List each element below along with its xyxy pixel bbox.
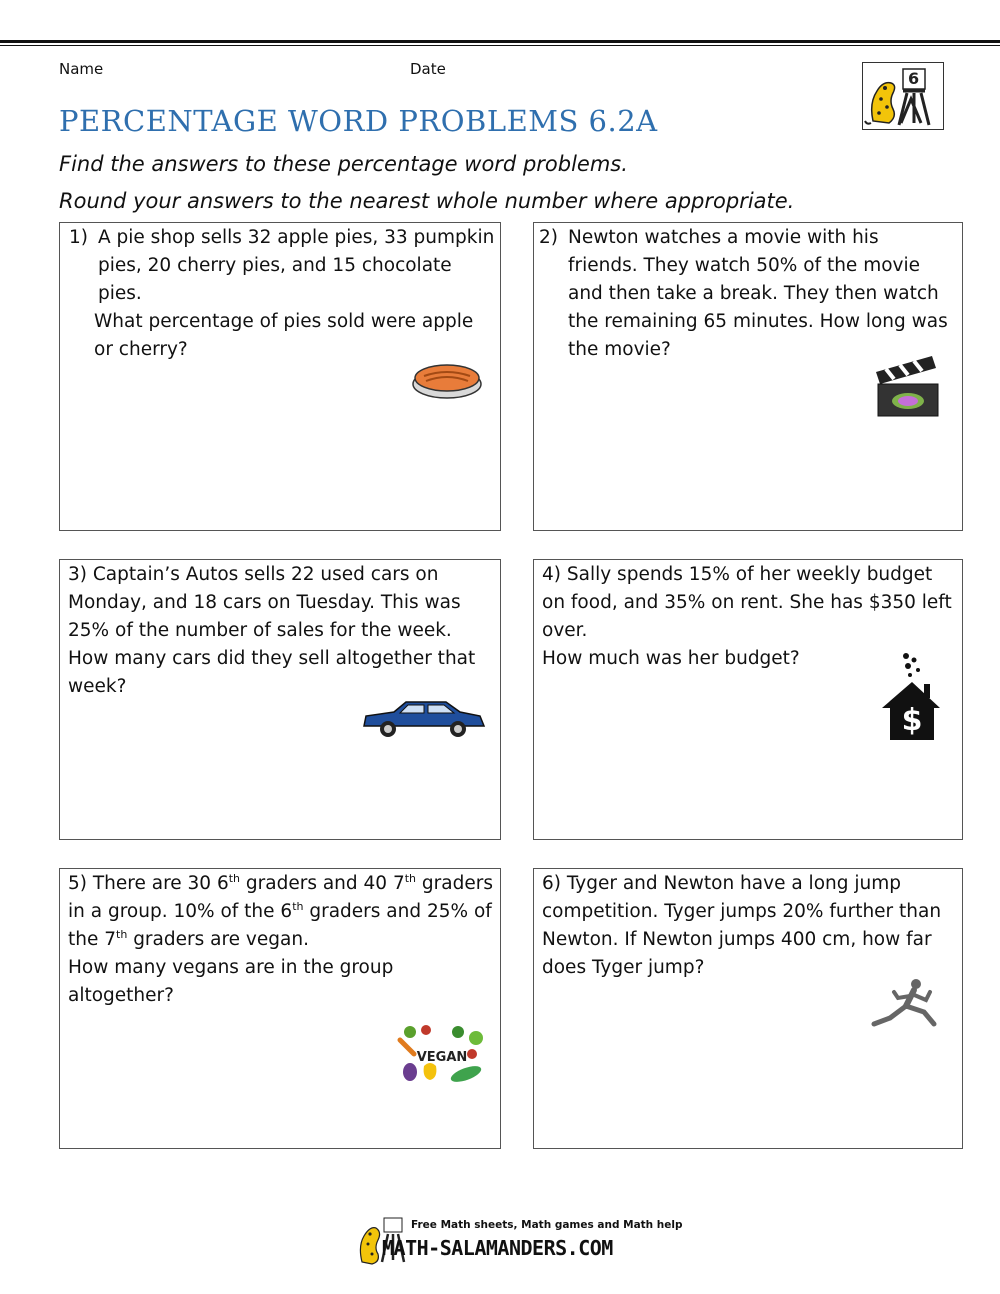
problem-3-line-3: 25% of the number of sales for the week.: [68, 620, 452, 641]
problem-1-line-2: pies, 20 cherry pies, and 15 chocolate: [98, 255, 452, 276]
problem-1-line-1: A pie shop sells 32 apple pies, 33 pumpkin: [98, 227, 495, 248]
clapperboard-icon: [874, 352, 940, 418]
problem-2-line-3: and then take a break. They then watch: [568, 283, 939, 304]
page-title: PERCENTAGE WORD PROBLEMS 6.2A: [59, 104, 658, 138]
problem-1-question-1: What percentage of pies sold were apple: [94, 311, 474, 332]
problem-6-line-1: 6) Tyger and Newton have a long jump: [542, 873, 901, 894]
problem-3-line-5: week?: [68, 676, 127, 697]
problem-3-line-1: 3) Captain’s Autos sells 22 used cars on: [68, 564, 439, 585]
problem-6-line-3: Newton. If Newton jumps 400 cm, how far: [542, 929, 932, 950]
problem-4-line-2: on food, and 35% on rent. She has $350 left: [542, 592, 952, 613]
problem-5-line-4: How many vegans are in the group: [68, 957, 394, 978]
problem-5-line-1: 5) There are 30 6th graders and 40 7th graders: [68, 872, 493, 894]
problem-4-line-4: How much was her budget?: [542, 648, 800, 669]
runner-icon: [870, 978, 940, 1030]
house-money-icon: [880, 650, 942, 742]
top-rule-thin: [0, 45, 1000, 46]
svg-text:$: $: [901, 703, 923, 738]
vegan-label: VEGAN: [416, 1050, 468, 1065]
problem-5-line-2: in a group. 10% of the 6th graders and 25% of: [68, 900, 492, 922]
problem-1-question-2: or cherry?: [94, 339, 188, 360]
problem-2-line-1: Newton watches a movie with his: [568, 227, 879, 248]
footer-brand[interactable]: MATH-SALAMANDERS.COM: [382, 1236, 613, 1260]
problem-3-line-2: Monday, and 18 cars on Tuesday. This was: [68, 592, 461, 613]
problem-1-number: 1): [69, 227, 88, 248]
car-icon: [360, 698, 486, 740]
top-rule: [0, 40, 1000, 43]
instruction-line-2: Round your answers to the nearest whole number where appropriate.: [59, 189, 795, 213]
problem-4-line-1: 4) Sally spends 15% of her weekly budget: [542, 564, 933, 585]
salamander-logo-icon: [863, 63, 943, 129]
date-label: Date: [410, 60, 446, 78]
pie-icon: [410, 360, 484, 400]
problem-6-line-2: competition. Tyger jumps 20% further than: [542, 901, 942, 922]
problem-2-number: 2): [539, 227, 558, 248]
problem-2-line-5: the movie?: [568, 339, 671, 360]
problem-6-line-4: does Tyger jump?: [542, 957, 705, 978]
problem-5-line-5: altogether?: [68, 985, 174, 1006]
problem-2-line-4: the remaining 65 minutes. How long was: [568, 311, 948, 332]
footer-tagline: Free Math sheets, Math games and Math help: [411, 1219, 683, 1231]
name-label: Name: [59, 60, 104, 78]
problem-4-line-3: over.: [542, 620, 588, 641]
problem-1-line-3: pies.: [98, 283, 142, 304]
vegan-vegetables-icon: [396, 1024, 488, 1084]
grade-logo: [862, 62, 944, 130]
problem-5-line-3: the 7th graders are vegan.: [68, 928, 309, 950]
grade-badge: 6: [908, 69, 920, 88]
problem-2-line-2: friends. They watch 50% of the movie: [568, 255, 921, 276]
problem-3-line-4: How many cars did they sell altogether that: [68, 648, 476, 669]
instruction-line-1: Find the answers to these percentage word problems.: [59, 152, 628, 176]
